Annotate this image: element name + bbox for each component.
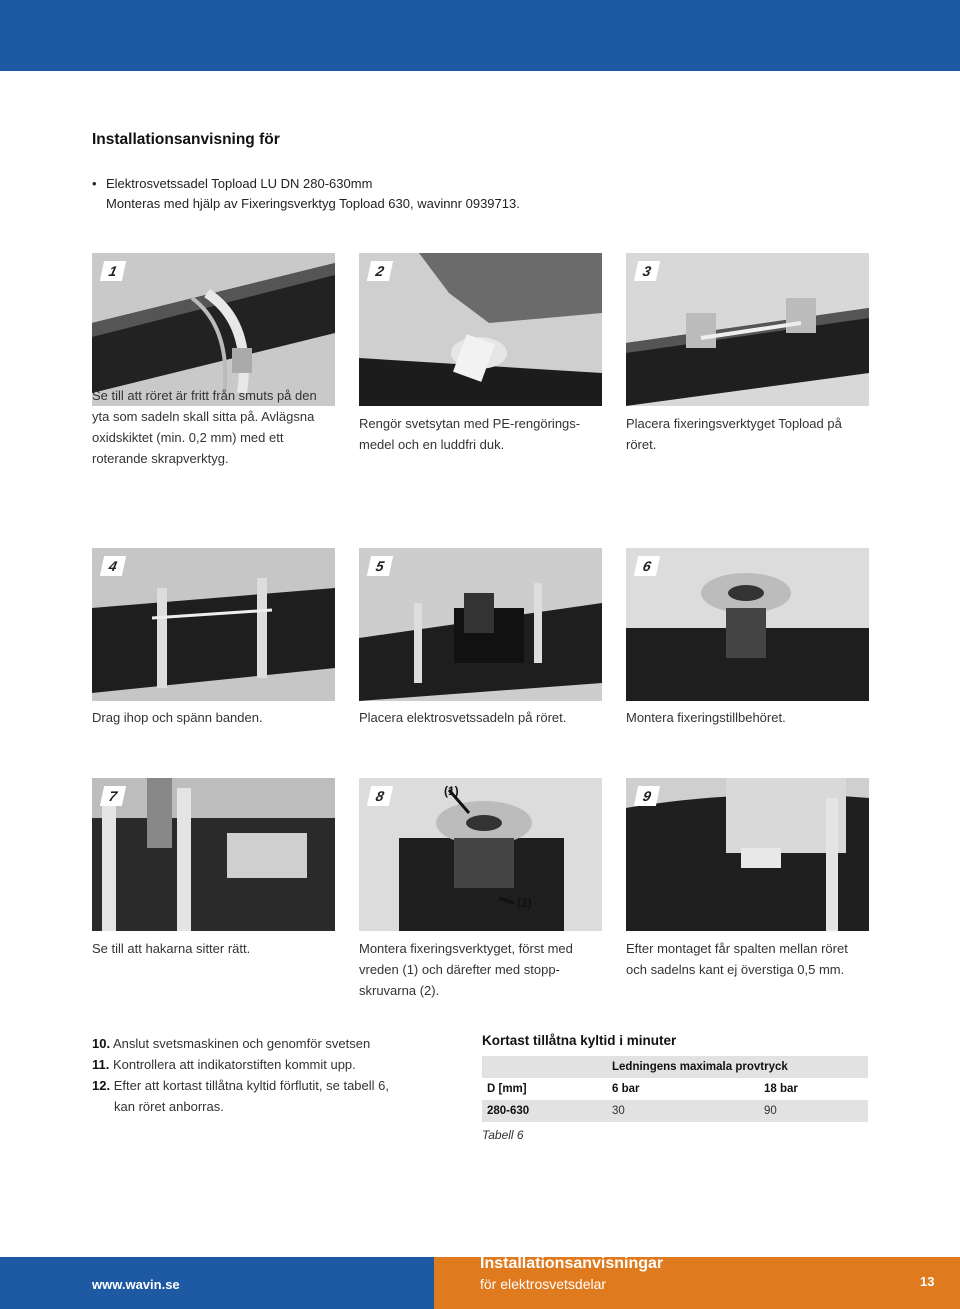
table-caption: Tabell 6 xyxy=(482,1128,524,1142)
table-row xyxy=(482,1100,868,1122)
step-9-caption: Efter montaget får spalten mellan röret och sadelns kant ej överstiga 0,5 mm. xyxy=(626,941,848,977)
list-item: 10. Anslut svetsmaskinen och genomför svetsen xyxy=(92,1036,371,1051)
final-steps-list xyxy=(92,1033,389,1117)
step-3-caption: Placera fixeringsverktyget Topload på röret. xyxy=(626,416,842,452)
step-3-number: 3 xyxy=(634,261,660,281)
annotation-2: (2) xyxy=(517,896,532,910)
step-6-caption: Montera fixeringstillbehöret. xyxy=(626,710,786,725)
step-7-photo xyxy=(92,778,335,931)
footer-title: Installationsanvisningar xyxy=(480,1255,664,1272)
step-2-number: 2 xyxy=(367,261,393,281)
annotation-1: (1) xyxy=(444,784,459,798)
step-8-photo xyxy=(359,778,602,931)
step-6-photo xyxy=(626,548,869,701)
list-item: 12. Efter att kortast tillåtna kyltid förflutit, se tabell 6, xyxy=(92,1078,389,1093)
step-8-number: 8 xyxy=(367,786,393,806)
table-title: Kortast tillåtna kyltid i minuter xyxy=(482,1033,677,1048)
col-header-d: D [mm] xyxy=(487,1083,527,1095)
step-7-caption: Se till att hakarna sitter rätt. xyxy=(92,941,251,956)
list-item: kan röret anborras. xyxy=(114,1099,224,1114)
step-5-number: 5 xyxy=(367,556,393,576)
intro-line-2: Monteras med hjälp av Fixeringsverktyg Topload 630, wavinnr 0939713. xyxy=(106,196,520,211)
footer-subtitle: för elektrosvetsdelar xyxy=(480,1276,607,1292)
list-item: 11. Kontrollera att indikatorstiften kommit upp. xyxy=(92,1057,356,1072)
step-6-number: 6 xyxy=(634,556,660,576)
bullet-dot: • xyxy=(92,176,97,191)
table-group-header-row xyxy=(482,1056,868,1078)
table-cell: 30 xyxy=(612,1105,625,1117)
step-5-photo xyxy=(359,548,602,701)
cooling-time-table xyxy=(482,1056,868,1122)
step-4-number: 4 xyxy=(100,556,126,576)
page-number: 13 xyxy=(920,1274,935,1289)
top-brand-bar xyxy=(0,0,960,71)
step-9-number: 9 xyxy=(634,786,660,806)
step-1-caption: Se till att röret är fritt från smuts på den yta som sadeln skall sitta på. Avlägsna oxidskiktet (min. 0,2 mm) med ett roterande skrapverktyg. xyxy=(92,388,317,466)
step-3-photo xyxy=(626,253,869,406)
step-4-caption: Drag ihop och spänn banden. xyxy=(92,710,263,725)
step-5-caption: Placera elektrosvetssadeln på röret. xyxy=(359,710,567,725)
step-7-number: 7 xyxy=(100,786,126,806)
intro-line-1: Elektrosvetssadel Topload LU DN 280-630mm xyxy=(106,176,373,191)
table-cell: 280-630 xyxy=(487,1105,530,1117)
footer-blue-bar xyxy=(0,1257,434,1309)
table-cell: 90 xyxy=(764,1105,777,1117)
table-header-row xyxy=(482,1078,868,1100)
step-9-photo xyxy=(626,778,869,931)
col-header-18bar: 18 bar xyxy=(764,1083,798,1095)
col-header-6bar: 6 bar xyxy=(612,1083,640,1095)
step-4-photo xyxy=(92,548,335,701)
step-8-caption: Montera fixeringsverktyget, först med vreden (1) och därefter med stopp- skruvarna (2). xyxy=(359,941,573,998)
step-2-caption: Rengör svetsytan med PE-rengörings- medel och en luddfri duk. xyxy=(359,416,581,452)
footer-url-link[interactable]: www.wavin.se xyxy=(92,1277,180,1292)
step-1-number: 1 xyxy=(100,261,126,281)
table-group-header: Ledningens maximala provtryck xyxy=(612,1061,788,1073)
page-title: Installationsanvisning för xyxy=(92,131,280,148)
step-2-photo xyxy=(359,253,602,406)
step-1-photo xyxy=(92,253,335,406)
